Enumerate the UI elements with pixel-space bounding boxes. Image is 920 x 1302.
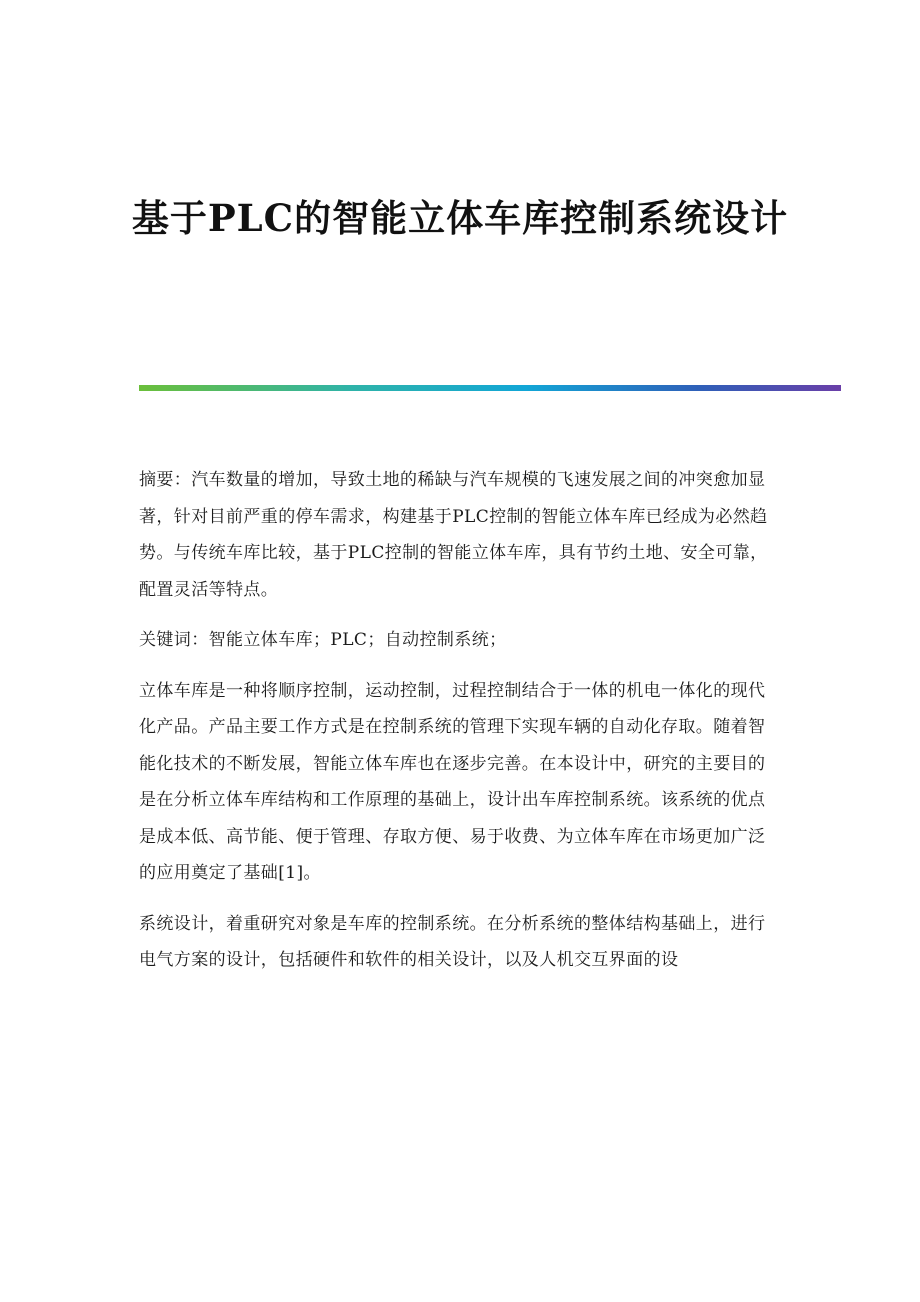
- title-divider: [139, 385, 841, 391]
- keywords-paragraph: 关键词：智能立体车库；PLC；自动控制系统；: [139, 630, 507, 650]
- intro-paragraph: 立体车库是一种将顺序控制，运动控制，过程控制结合于一体的机电一体化的现代化产品。产品主要工作方式是在控制系统的管理下实现车辆的自动化存取。随着智能化技术的不断发展，智能立体车库也在逐步完善。在本设计中，研究的主要目的是在分析立体车库结构和工作原理的基础上，设计出车库控制系统。该系统的优点是成本低、高节能、便于管理、存取方便、易于收费、为立体车库在市场更加广泛的应用奠定了基础[1]。: [139, 680, 766, 883]
- document-body: [139, 462, 779, 993]
- document-title: 基于PLC的智能立体车库控制系统设计: [131, 196, 789, 240]
- design-paragraph: 系统设计，着重研究对象是车库的控制系统。在分析系统的整体结构基础上，进行电气方案的设计，包括硬件和软件的相关设计，以及人机交互界面的设: [139, 913, 766, 970]
- abstract-paragraph: 摘要：汽车数量的增加，导致土地的稀缺与汽车规模的飞速发展之间的冲突愈加显著，针对目前严重的停车需求，构建基于PLC控制的智能立体车库已经成为必然趋势。与传统车库比较，基于PLC控制的智能立体车库，具有节约土地、安全可靠，配置灵活等特点。: [139, 470, 768, 600]
